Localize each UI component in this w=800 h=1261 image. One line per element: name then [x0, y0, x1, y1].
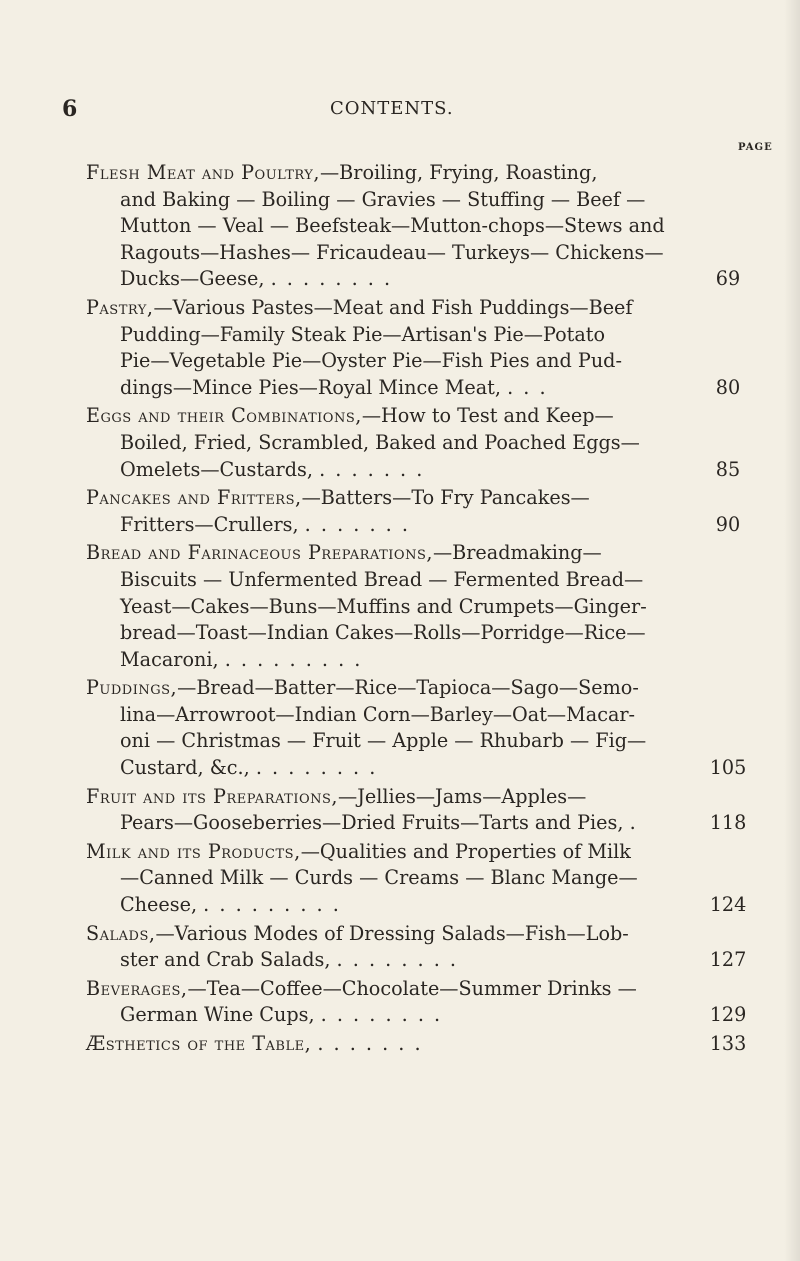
entry-text: Boiled, Fried, Scrambled, Baked and Poached Eggs—	[120, 430, 640, 454]
entry-first-line	[86, 784, 746, 811]
entry-text: —Breadmaking—	[432, 541, 602, 565]
entry-text: —Bread—Batter—Rice—Tapioca—Sago—Semo-	[177, 676, 639, 700]
entry-first-line	[86, 976, 746, 1003]
entry-page-number: 124	[709, 893, 747, 917]
entry-continuation-line	[86, 430, 746, 457]
entry-text: oni — Christmas — Fruit — Apple — Rhubarb — Fig—	[120, 729, 647, 753]
dot-leader: . . . . . . .	[317, 1032, 423, 1055]
contents-entry	[86, 295, 746, 401]
entry-text: Cheese,	[120, 893, 198, 917]
entry-text: —Broiling, Frying, Roasting,	[319, 161, 598, 184]
entry-text: —Qualities and Properties of Milk	[300, 839, 631, 863]
entry-continuation-line	[86, 375, 746, 402]
entry-first-line	[86, 485, 746, 512]
entry-text: Custard, &c.,	[120, 756, 250, 780]
entry-text: Omelets—Custards,	[120, 457, 313, 481]
entry-page-number: 105	[709, 756, 747, 780]
entry-continuation-line	[86, 947, 746, 974]
entry-text: —Tea—Coffee—Chocolate—Summer Drinks —	[187, 976, 637, 1000]
entry-page-number: 118	[709, 811, 747, 835]
contents-entry	[86, 160, 746, 293]
entry-first-line	[86, 1031, 746, 1058]
entry-continuation-line	[86, 567, 746, 594]
contents-entry	[86, 839, 746, 919]
dot-leader: .	[629, 811, 638, 835]
entry-heading: Pastry,	[86, 295, 154, 319]
entry-first-line	[86, 540, 746, 567]
contents-entry	[86, 540, 746, 673]
entry-continuation-line	[86, 647, 746, 674]
entry-text: Mutton — Veal — Beefsteak—Mutton-chops—Stews and	[120, 214, 665, 238]
page-number: 6	[62, 96, 78, 122]
entry-first-line	[86, 403, 746, 430]
entry-text: Ragouts—Hashes— Fricaudeau— Turkeys— Chickens—	[120, 240, 664, 264]
entry-continuation-line	[86, 892, 746, 919]
entry-heading: Milk and its Products,	[86, 839, 301, 863]
entry-text: Pudding—Family Steak Pie—Artisan's Pie—Potato	[120, 322, 606, 346]
entry-first-line	[86, 921, 746, 948]
dot-leader: . . . . . . . .	[255, 756, 378, 780]
page-edge-shadow	[784, 0, 800, 1261]
dot-leader: . . . . . . .	[319, 457, 425, 481]
entry-continuation-line	[86, 457, 746, 484]
entry-first-line	[86, 160, 746, 187]
entry-heading: Beverages,	[86, 976, 188, 1000]
dot-leader: . . . . . . . . .	[203, 893, 341, 917]
contents-entry	[86, 921, 746, 974]
entry-continuation-line	[86, 728, 746, 755]
entry-continuation-line	[86, 322, 746, 349]
dot-leader: . . . . . . . .	[270, 267, 393, 291]
entry-text: dings—Mince Pies—Royal Mince Meat,	[120, 375, 501, 399]
entry-text: —Batters—To Fry Pancakes—	[301, 486, 590, 510]
entry-text: Fritters—Crullers,	[120, 512, 299, 536]
entry-heading: Bread and Farinaceous Preparations,	[86, 541, 433, 565]
entry-text: German Wine Cups,	[120, 1003, 315, 1027]
entry-continuation-line	[86, 213, 746, 240]
entry-continuation-line	[86, 620, 746, 647]
entry-continuation-line	[86, 1002, 746, 1029]
entry-first-line	[86, 295, 746, 322]
entry-continuation-line	[86, 512, 746, 539]
entry-first-line	[86, 675, 746, 702]
entry-page-number: 129	[709, 1003, 747, 1027]
contents-entry	[86, 976, 746, 1029]
entry-heading: Pancakes and Fritters,	[86, 486, 302, 510]
entry-continuation-line	[86, 240, 746, 267]
contents-entry	[86, 403, 746, 483]
entry-text: Pie—Vegetable Pie—Oyster Pie—Fish Pies and Pud-	[120, 349, 622, 373]
entry-text: —How to Test and Keep—	[361, 404, 614, 428]
entry-text: Yeast—Cakes—Buns—Muffins and Crumpets—Ginger-	[120, 594, 647, 618]
entry-page-number: 80	[715, 375, 741, 399]
entry-heading: Puddings,	[86, 676, 178, 700]
entry-continuation-line	[86, 594, 746, 621]
entry-text: bread—Toast—Indian Cakes—Rolls—Porridge—Rice—	[120, 621, 646, 645]
contents-entry	[86, 485, 746, 538]
entry-first-line	[86, 839, 746, 866]
contents-entry	[86, 784, 746, 837]
contents-list	[86, 160, 746, 1060]
entry-continuation-line	[86, 187, 746, 214]
dot-leader: . . . . . . . .	[320, 1003, 443, 1027]
entry-text: lina—Arrowroot—Indian Corn—Barley—Oat—Macar-	[120, 702, 636, 726]
entry-continuation-line	[86, 865, 746, 892]
entry-text: —Various Modes of Dressing Salads—Fish—Lob-	[155, 921, 629, 945]
contents-entry	[86, 1031, 746, 1058]
entry-heading: Flesh Meat and Poultry,	[86, 161, 320, 184]
entry-page-number: 133	[709, 1032, 747, 1055]
entry-heading: Eggs and their Combinations,	[86, 404, 362, 428]
entry-text: —Jellies—Jams—Apples—	[338, 784, 587, 808]
entry-page-number: 90	[715, 512, 741, 536]
dot-leader: . . . . . . .	[304, 512, 410, 536]
entry-page-number: 69	[715, 267, 741, 291]
entry-text: —Canned Milk — Curds — Creams — Blanc Mange—	[120, 866, 638, 890]
entry-text: and Baking — Boiling — Gravies — Stuffing — Beef —	[120, 187, 646, 211]
entry-continuation-line	[86, 810, 746, 837]
entry-heading: Fruit and its Preparations,	[86, 784, 338, 808]
entry-continuation-line	[86, 702, 746, 729]
entry-text: Macaroni,	[120, 647, 219, 671]
dot-leader: . . . . . . . .	[336, 948, 459, 972]
entry-continuation-line	[86, 348, 746, 375]
entry-text: Biscuits — Unfermented Bread — Fermented Bread—	[120, 567, 644, 591]
entry-continuation-line	[86, 266, 746, 293]
entry-text: Pears—Gooseberries—Dried Fruits—Tarts and Pies,	[120, 811, 624, 835]
dot-leader: . . . . . . . . .	[224, 647, 363, 671]
entry-text: Ducks—Geese,	[120, 267, 265, 291]
entry-page-number: 85	[715, 457, 741, 481]
running-title: CONTENTS.	[330, 98, 454, 119]
entry-continuation-line	[86, 755, 746, 782]
entry-heading: Salads,	[86, 921, 156, 945]
page-column-label: PAGE	[738, 142, 773, 153]
entry-text: ster and Crab Salads,	[120, 948, 331, 972]
entry-text: —Various Pastes—Meat and Fish Puddings—Beef	[153, 295, 633, 319]
dot-leader: . . .	[507, 375, 548, 399]
entry-page-number: 127	[709, 948, 747, 972]
contents-entry	[86, 675, 746, 781]
entry-heading: Æsthetics of the Table,	[86, 1032, 312, 1055]
